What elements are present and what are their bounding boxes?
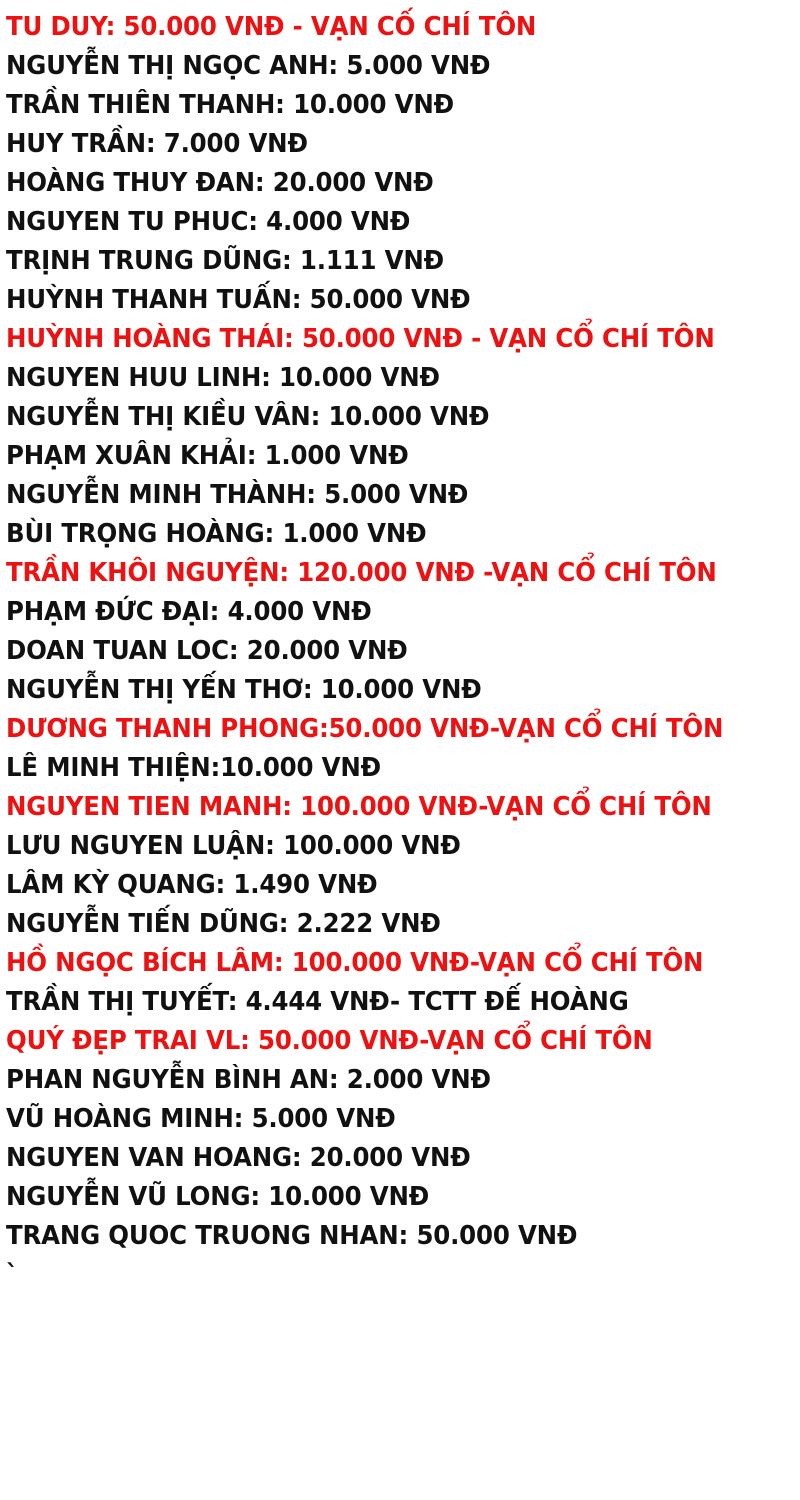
- donation-entry: TRỊNH TRUNG DŨNG: 1.111 VNĐ: [6, 246, 444, 276]
- donation-entry: NGUYEN TIEN MANH: 100.000 VNĐ-VẠN CỔ CHÍ TÔN: [6, 792, 712, 822]
- donation-entry: LƯU NGUYEN LUẬN: 100.000 VNĐ: [6, 831, 461, 861]
- donation-entry: TRANG QUOC TRUONG NHAN: 50.000 VNĐ: [6, 1221, 578, 1251]
- donation-entry: DOAN TUAN LOC: 20.000 VNĐ: [6, 636, 408, 666]
- donation-entry: NGUYEN TU PHUC: 4.000 VNĐ: [6, 207, 411, 237]
- donation-entry: TU DUY: 50.000 VNĐ - VẠN CỐ CHÍ TÔN: [6, 12, 537, 42]
- donation-entry: HUỲNH THANH TUẤN: 50.000 VNĐ: [6, 285, 471, 315]
- donation-entry: NGUYỄN TIẾN DŨNG: 2.222 VNĐ: [6, 909, 441, 939]
- donation-entry: PHAN NGUYỄN BÌNH AN: 2.000 VNĐ: [6, 1065, 491, 1095]
- donation-entry: HUỲNH HOÀNG THÁI: 50.000 VNĐ - VẠN CỔ CHÍ TÔN: [6, 324, 715, 354]
- donation-entry: LÂM KỲ QUANG: 1.490 VNĐ: [6, 870, 378, 900]
- donation-entry: HOÀNG THUY ĐAN: 20.000 VNĐ: [6, 168, 434, 198]
- donation-entry: TRẦN THỊ TUYẾT: 4.444 VNĐ- TCTT ĐẾ HOÀNG: [6, 987, 629, 1017]
- donation-entry: BÙI TRỌNG HOÀNG: 1.000 VNĐ: [6, 519, 427, 549]
- donation-entry: NGUYỄN MINH THÀNH: 5.000 VNĐ: [6, 480, 469, 510]
- donation-entry: PHẠM ĐỨC ĐẠI: 4.000 VNĐ: [6, 597, 372, 627]
- donation-entry: HỒ NGỌC BÍCH LÂM: 100.000 VNĐ-VẠN CỔ CHÍ TÔN: [6, 948, 704, 978]
- donation-entry: TRẦN KHÔI NGUYỆN: 120.000 VNĐ -VẠN CỔ CHÍ TÔN: [6, 558, 717, 588]
- donation-entry: NGUYỄN THỊ YẾN THƠ: 10.000 VNĐ: [6, 675, 482, 705]
- donation-entry: NGUYỄN VŨ LONG: 10.000 VNĐ: [6, 1182, 430, 1212]
- donation-entry: NGUYỄN THỊ NGỌC ANH: 5.000 VNĐ: [6, 51, 491, 81]
- donation-entry: TRẦN THIÊN THANH: 10.000 VNĐ: [6, 90, 454, 120]
- donation-entry: NGUYEN HUU LINH: 10.000 VNĐ: [6, 363, 440, 393]
- donation-entry: NGUYỄN THỊ KIỀU VÂN: 10.000 VNĐ: [6, 402, 490, 432]
- donation-entry: DƯƠNG THANH PHONG:50.000 VNĐ-VẠN CỔ CHÍ TÔN: [6, 714, 724, 744]
- donation-entry: QUÝ ĐẸP TRAI VL: 50.000 VNĐ-VẠN CỔ CHÍ TÔN: [6, 1026, 653, 1056]
- donation-entry: LÊ MINH THIỆN:10.000 VNĐ: [6, 753, 381, 783]
- donation-entry: HUY TRẦN: 7.000 VNĐ: [6, 129, 308, 159]
- donation-entry-partial: `: [6, 1260, 19, 1276]
- donation-entry: NGUYEN VAN HOANG: 20.000 VNĐ: [6, 1143, 471, 1173]
- donation-entry: VŨ HOÀNG MINH: 5.000 VNĐ: [6, 1104, 396, 1134]
- donation-entry: PHẠM XUÂN KHẢI: 1.000 VNĐ: [6, 441, 409, 471]
